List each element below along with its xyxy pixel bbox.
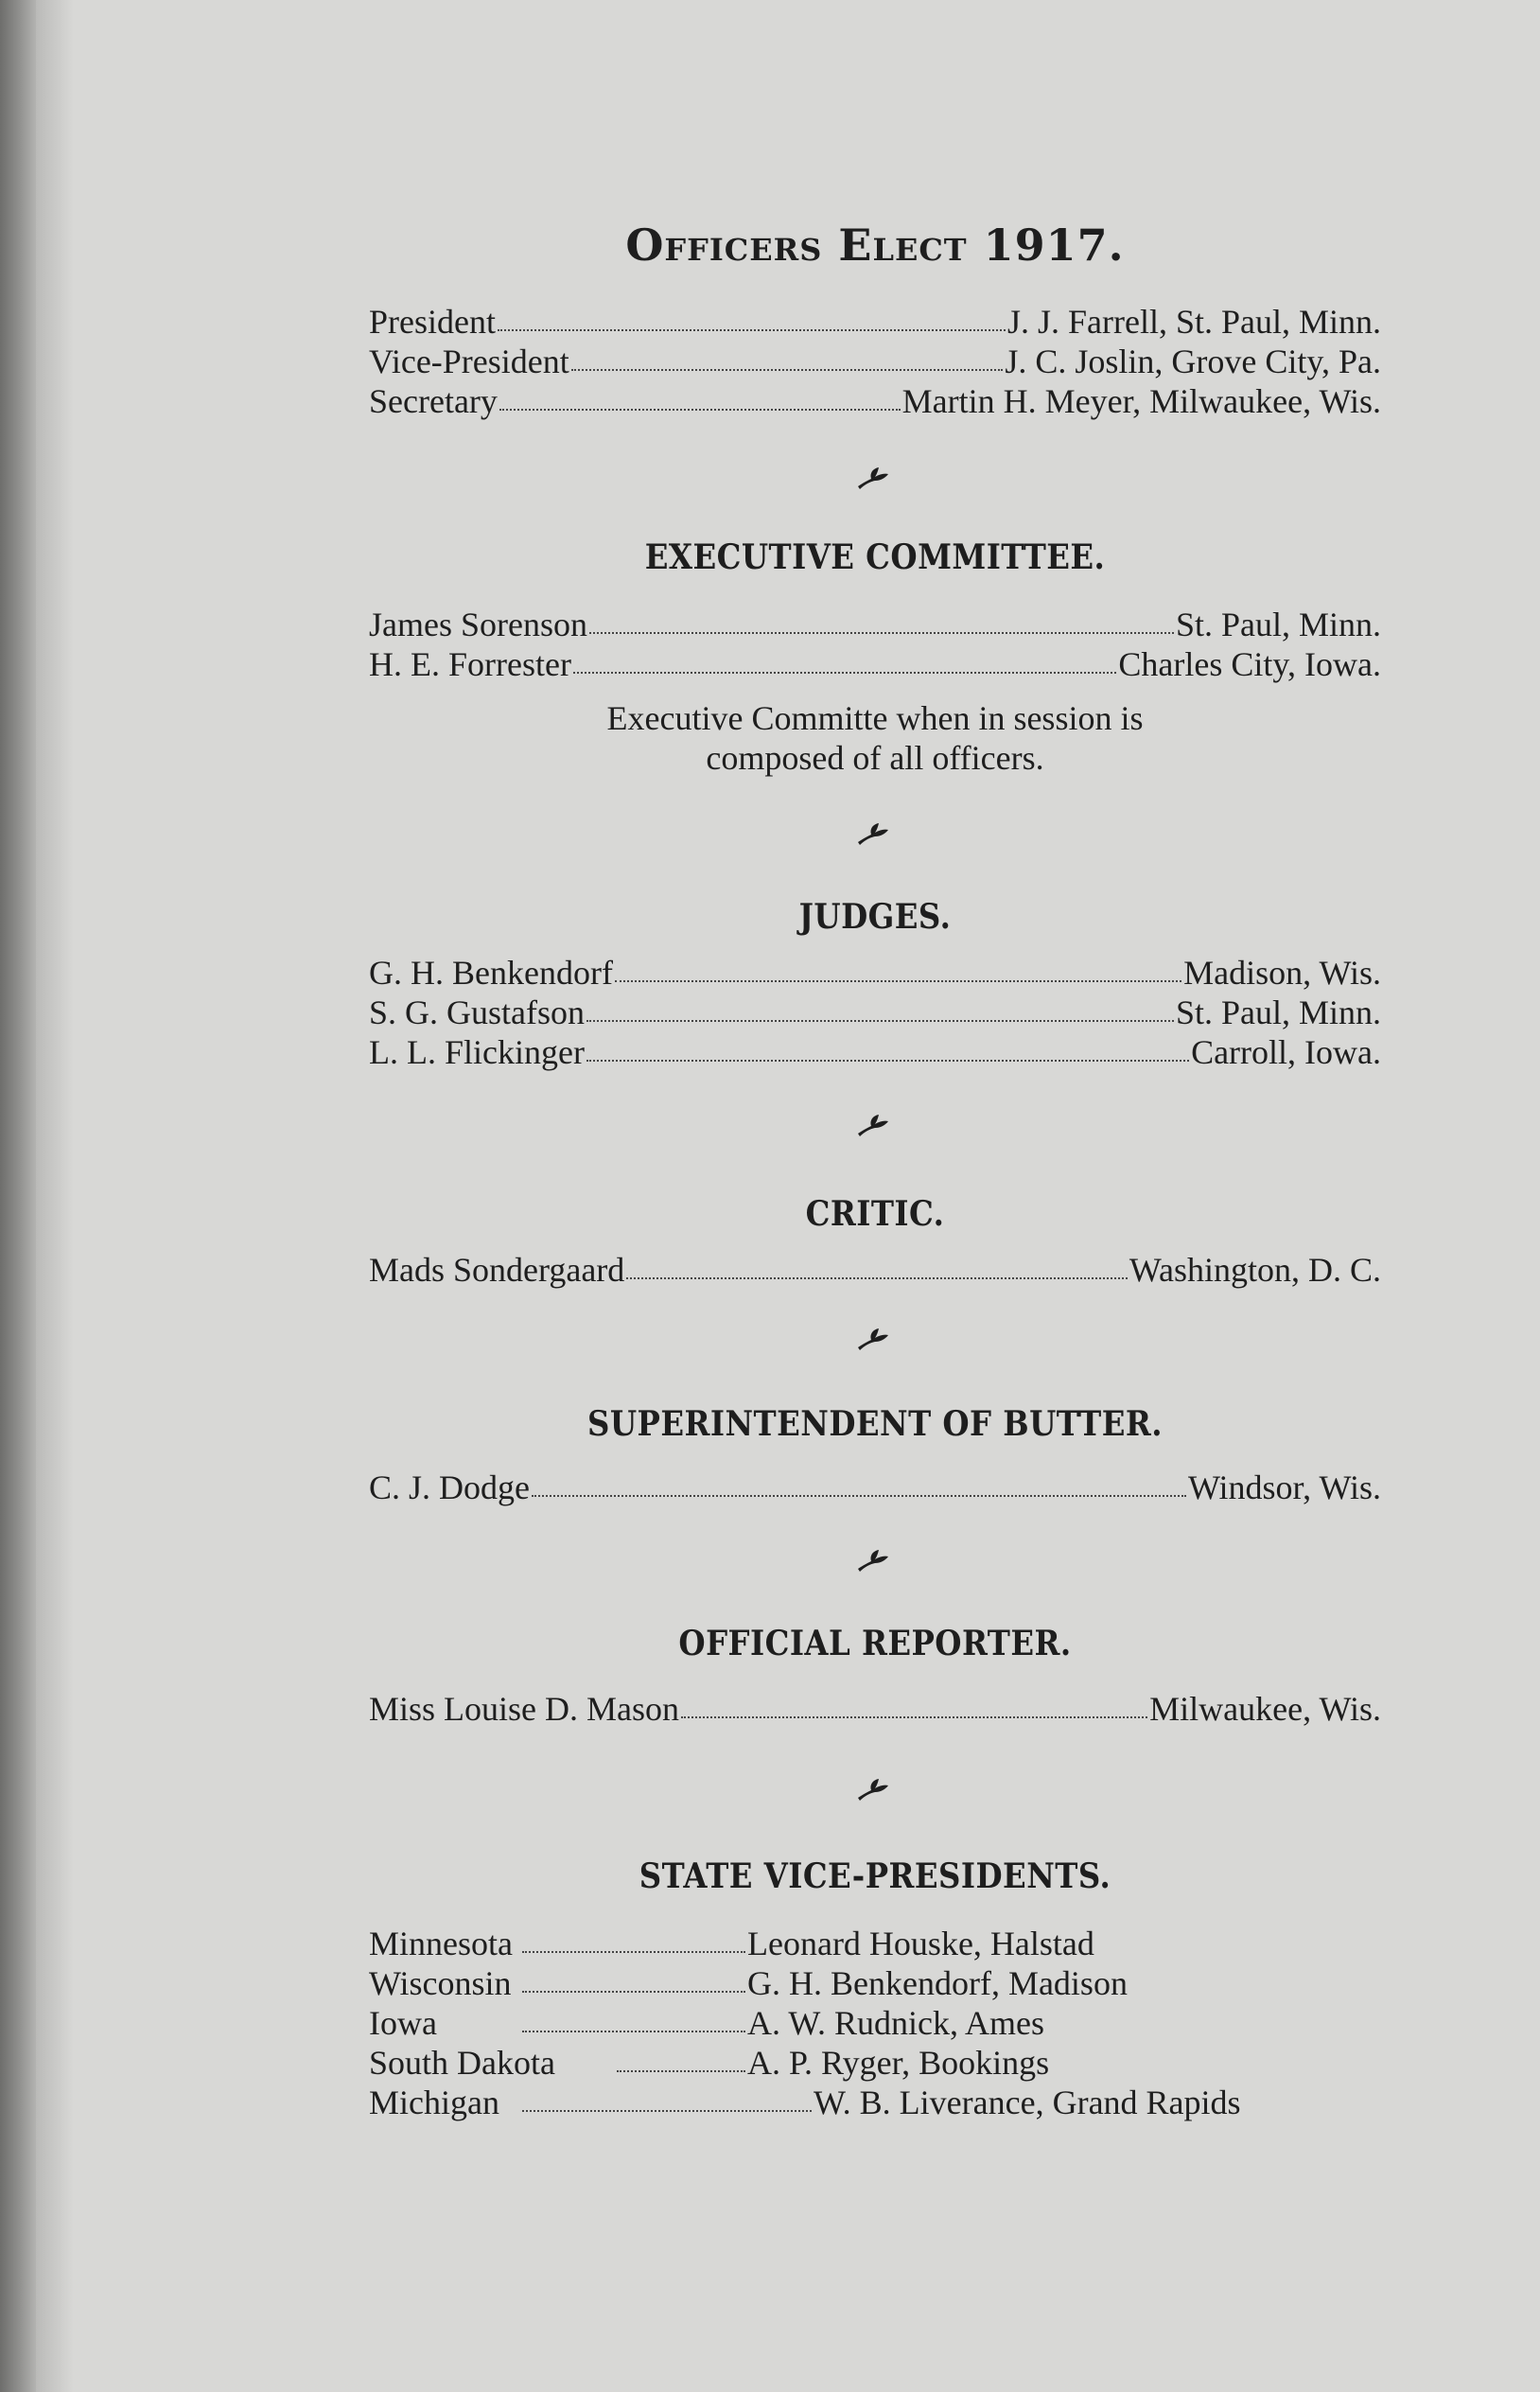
officer-row xyxy=(369,382,1381,420)
member-name: Mads Sondergaard xyxy=(369,1251,625,1289)
section-heading-executive-committee: EXECUTIVE COMMITTEE. xyxy=(644,537,1106,577)
member-place: St. Paul, Minn. xyxy=(1175,606,1381,643)
committee-row xyxy=(369,606,1381,643)
committee-row xyxy=(369,645,1381,683)
leader-dots xyxy=(573,662,1116,674)
officer-row xyxy=(369,343,1381,380)
section-heading-critic: CRITIC. xyxy=(805,1194,945,1234)
member-name: L. L. Flickinger xyxy=(369,1033,585,1071)
state-vp-row xyxy=(369,2004,1315,2042)
leaf-fleuron-icon xyxy=(856,821,890,846)
page-title: Officers Elect 1917. xyxy=(625,220,1125,271)
leader-dots xyxy=(522,2101,812,2112)
judge-row xyxy=(369,1033,1381,1071)
judge-row xyxy=(369,954,1381,992)
vp-name: G. H. Benkendorf, Madison xyxy=(747,1964,1128,2002)
member-place: Madison, Wis. xyxy=(1183,954,1381,992)
member-place: St. Paul, Minn. xyxy=(1175,994,1381,1031)
section-heading-official-reporter: OFFICIAL REPORTER. xyxy=(678,1624,1072,1663)
book-spine-shadow xyxy=(0,0,36,2392)
leaf-fleuron-icon xyxy=(856,466,890,490)
member-name: James Sorenson xyxy=(369,606,587,643)
leader-dots xyxy=(586,1050,1189,1062)
leader-dots xyxy=(522,1942,745,1953)
leader-dots xyxy=(617,2061,745,2072)
section-heading-state-vice-presidents: STATE VICE-PRESIDENTS. xyxy=(639,1856,1111,1896)
vp-name: A. W. Rudnick, Ames xyxy=(747,2004,1045,2042)
member-name: G. H. Benkendorf xyxy=(369,954,613,992)
leader-dots xyxy=(589,623,1174,634)
leader-dots xyxy=(499,399,901,411)
member-place: Charles City, Iowa. xyxy=(1118,645,1381,683)
judge-row xyxy=(369,994,1381,1031)
vp-name: W. B. Liverance, Grand Rapids xyxy=(814,2084,1241,2121)
state-vp-row xyxy=(369,1964,1315,2002)
officer-name: J. J. Farrell, St. Paul, Minn. xyxy=(1006,303,1381,341)
section-heading-superintendent: SUPERINTENDENT OF BUTTER. xyxy=(586,1404,1163,1444)
leader-dots xyxy=(626,1268,1128,1279)
member-name: C. J. Dodge xyxy=(369,1469,530,1506)
leader-dots xyxy=(615,971,1181,982)
leaf-fleuron-icon xyxy=(856,1113,890,1137)
leader-dots xyxy=(571,360,1004,371)
vp-name: Leonard Houske, Halstad xyxy=(747,1925,1094,1962)
officer-name: J. C. Joslin, Grove City, Pa. xyxy=(1005,343,1381,380)
member-place: Milwaukee, Wis. xyxy=(1149,1690,1381,1728)
member-place: Carroll, Iowa. xyxy=(1191,1033,1381,1071)
page-gutter xyxy=(36,0,74,2392)
committee-note-line: composed of all officers. xyxy=(706,739,1044,777)
state-vp-row xyxy=(369,1925,1315,1962)
leader-dots xyxy=(522,1981,745,1993)
leader-dots xyxy=(498,320,1006,331)
officer-name: Martin H. Meyer, Milwaukee, Wis. xyxy=(901,382,1381,420)
committee-note-line: Executive Committe when in session is xyxy=(606,699,1144,737)
state-name: South Dakota xyxy=(369,2044,555,2082)
member-name: Miss Louise D. Mason xyxy=(369,1690,680,1728)
member-place: Washington, D. C. xyxy=(1129,1251,1381,1289)
state-name: Michigan xyxy=(369,2084,499,2121)
officer-role: President xyxy=(369,303,496,341)
member-name: H. E. Forrester xyxy=(369,645,571,683)
officer-role: Secretary xyxy=(369,382,498,420)
leader-dots xyxy=(681,1707,1147,1718)
officer-row xyxy=(369,303,1381,341)
officer-role: Vice-President xyxy=(369,343,569,380)
state-name: Wisconsin xyxy=(369,1964,512,2002)
leaf-fleuron-icon xyxy=(856,1777,890,1802)
member-name: S. G. Gustafson xyxy=(369,994,586,1031)
member-place: Windsor, Wis. xyxy=(1188,1469,1381,1506)
leader-dots xyxy=(532,1486,1186,1497)
vp-name: A. P. Ryger, Bookings xyxy=(747,2044,1050,2082)
superintendent-row xyxy=(369,1469,1381,1506)
section-heading-judges: JUDGES. xyxy=(798,897,952,937)
state-vp-row xyxy=(369,2084,1381,2121)
leader-dots xyxy=(522,2021,745,2032)
leader-dots xyxy=(586,1011,1174,1022)
critic-row xyxy=(369,1251,1381,1289)
state-name: Minnesota xyxy=(369,1925,513,1962)
state-vp-row xyxy=(369,2044,1315,2082)
state-name: Iowa xyxy=(369,2004,437,2042)
leaf-fleuron-icon xyxy=(856,1327,890,1351)
leaf-fleuron-icon xyxy=(856,1548,890,1573)
reporter-row xyxy=(369,1690,1381,1728)
